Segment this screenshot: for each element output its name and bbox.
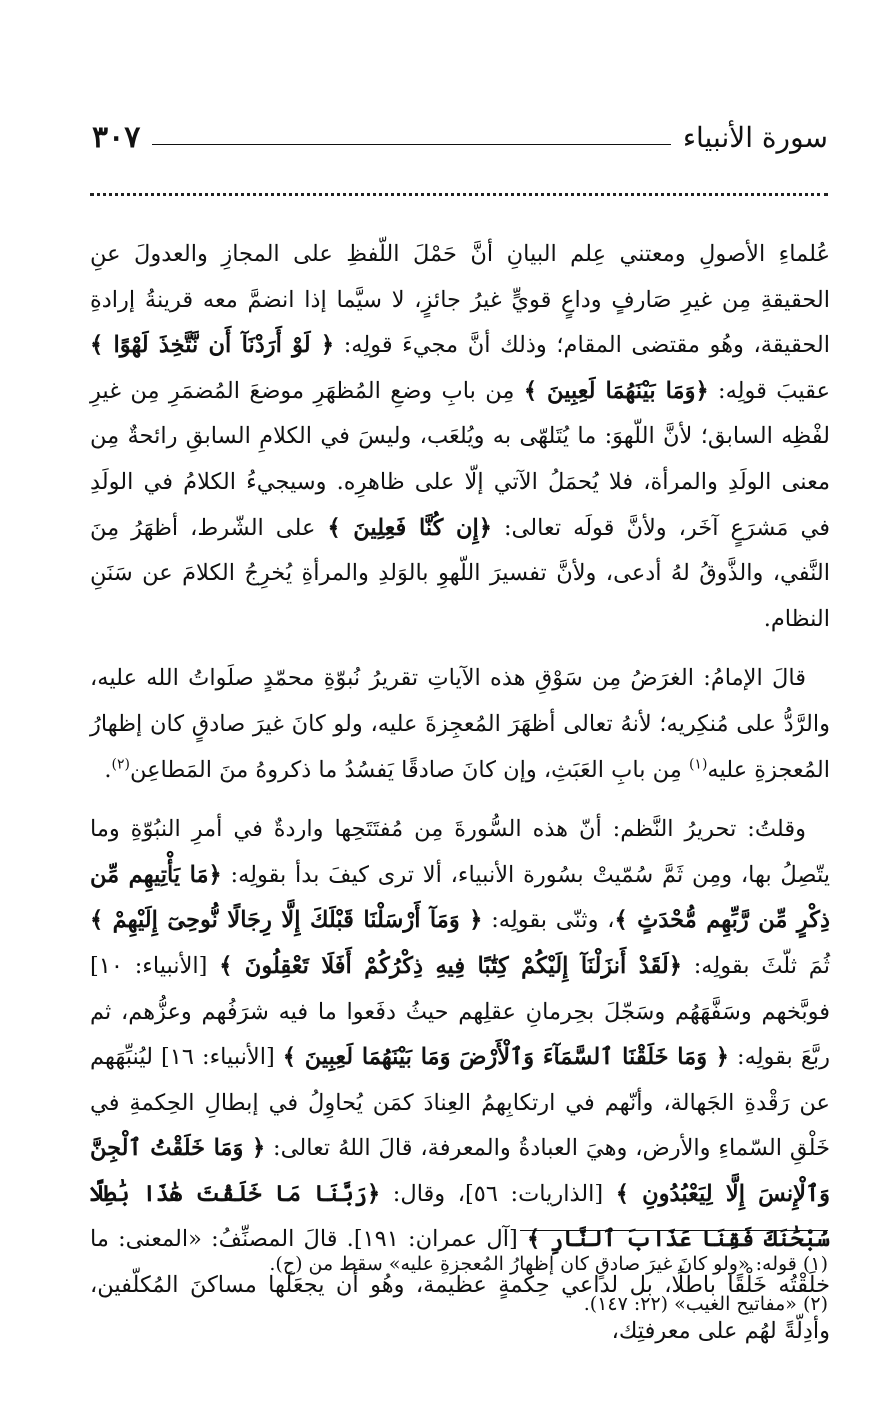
text-segment: مِن بابِ العَبَثِ، وإن كانَ صادقًا يَفسُدُ ما ذكروهُ منَ المَطاعِن bbox=[129, 756, 689, 783]
header-rule bbox=[152, 144, 671, 145]
surah-title: سورة الأنبياء bbox=[682, 120, 828, 154]
quran-verse: ﴿وَمَا بَيْنَهُمَا لَعِبِينَ ﴾ bbox=[523, 377, 709, 404]
footnote-2: (٢) «مفاتيح الغيب» (٢٢: ١٤٧). bbox=[583, 1293, 828, 1315]
paragraph-2 bbox=[90, 656, 830, 793]
quran-verse: ﴿ وَمَآ أَرْسَلْنَا قَبْلَكَ إِلَّا رِجَالًا نُّوحِىٓ إِلَيْهِمْ ﴾ bbox=[90, 907, 483, 934]
quran-verse: ﴿لَقَدْ أَنزَلْنَآ إِلَيْكُمْ كِتَٰبًا فِيهِ ذِكْرُكُمْ أَفَلَا تَعْقِلُونَ ﴾ bbox=[219, 952, 682, 979]
text-segment: عقيبَ قولِه: bbox=[708, 377, 830, 404]
footnote-reference: (٢) bbox=[111, 756, 130, 773]
quran-verse: ﴿ لَوْ أَرَدْنَآ أَن نَّتَّخِذَ لَهْوًا ﴾ bbox=[90, 332, 335, 359]
text-segment: [الأنبياء: ١٦] ليُنبِّهَهم عن رَقْدةِ الجَهالة، وأنّهم في ارتكابِهمُ العِنادَ كمَن يُحاوِلُ في إبطالِ الحِكمةِ في خَلْقِ السّماءِ والأرض، وهيَ العبادةُ والمعرفة، قالَ اللهُ تعالى: bbox=[90, 1044, 831, 1162]
footnote-reference: (١) bbox=[688, 756, 708, 773]
paragraph-1 bbox=[90, 232, 830, 642]
text-segment: ثُمَ ثلّثَ بقولِه: bbox=[681, 952, 831, 979]
text-segment: قالَ الإمامُ: الغرَضُ مِن سَوْقِ هذه الآياتِ تقريرُ نُبوّةِ محمّدٍ صلَواتُ الله عليه، والرَّدُّ على مُنكِريه؛ لأنهُ تعالى أظهَرَ المُعجِزةَ عليه، ولو كانَ غيرَ صادقٍ كان إظهارُ المُعجزةِ عليه bbox=[90, 665, 830, 783]
text-segment: مِن بابِ وضعِ المُظهَرِ موضعَ المُضمَرِ مِن غيرِ لفْظِه السابق؛ لأنَّ اللّهوَ: ما يُتَلهّى به ويُلعَب، وليسَ في الكلامِ السابقِ رائحةٌ مِن معنى الولَدِ والمرأة، فلا يُحمَلُ الآتي إلّا على ظاهرِه. وسيجيءُ الكلامُ في الولَدِ في مَشرَعٍ آخَر، ولأنَّ قولَه تعالى: bbox=[90, 377, 830, 541]
footnotes bbox=[90, 1244, 828, 1324]
text-segment: [آل عمران: ١٩١]. قالَ المصنِّفُ: «المعنى: ما خلَقْتُه خَلْقًا باطلًا، بل لداعي حِكمةٍ عظيمة، وهُو أن يجعَلَها مساكنَ المُكلّفين، وأدِلّةً لهُم على معرفتِك، bbox=[90, 1226, 830, 1344]
running-header bbox=[92, 112, 828, 162]
text-segment: . bbox=[104, 756, 112, 783]
main-text bbox=[90, 232, 830, 1354]
dotted-divider bbox=[90, 193, 828, 196]
text-segment: ، وثنّى بقولِه: bbox=[482, 907, 615, 934]
text-segment: عُلماءِ الأصولِ ومعتني عِلم البيانِ أنَّ حَمْلَ اللّفظِ على المجازِ والعدولَ عنِ الحقيقةِ مِن غيرِ صَارفٍ وداعٍ قويٍّ غيرُ جائزٍ، لا سيَّما إذا انضمَّ معه قرينةُ إرادةِ الحقيقة، وهُو مقتضى المقام؛ وذلك أنَّ مجيءَ قولِه: bbox=[90, 241, 830, 359]
quran-verse: ﴿رَبَّنَا مَا خَلَقْتَ هَٰذَا بَٰطِلًا سُبْحَٰنَكَ فَقِنَا عَذَابَ ٱلنَّارِ ﴾ bbox=[90, 1180, 830, 1253]
footnote-separator bbox=[520, 1230, 828, 1231]
quran-verse: ﴿ وَمَا خَلَقْنَا ٱلسَّمَآءَ وَٱلْأَرْضَ وَمَا بَيْنَهُمَا لَعِبِينَ ﴾ bbox=[282, 1044, 729, 1071]
text-segment: [الأنبياء: ١٠] فوبَّخهم وسَفَّهَهُم وسَجّلَ بحِرمانِ عقلِهم حيثُ دفَعوا ما فيه شرَفُهم وعزُّهم، ثم ربَّعَ بقولِه: bbox=[90, 952, 830, 1071]
quran-verse: ﴿ وَمَا خَلَقْتُ ٱلْجِنَّ وَٱلْإِنسَ إِلَّا لِيَعْبُدُونِ ﴾ bbox=[90, 1135, 831, 1207]
quran-verse: ﴿إِن كُنَّا فَعِلِينَ ﴾ bbox=[327, 514, 492, 541]
text-segment: على الشّرط، أظهَرُ مِنَ النَّفي، والذَّوقُ لهُ أدعى، ولأنَّ تفسيرَ اللّهوِ بالوَلدِ والمرأةِ يُخرِجُ الكلامَ عن سَنَنِ النظام. bbox=[90, 514, 830, 632]
page-number: ٣٠٧ bbox=[92, 119, 141, 155]
quran-verse: ﴿مَا يَأْتِيهِم مِّن ذِكْرٍ مِّن رَّبِّهِم مُّحْدَثٍ ﴾ bbox=[90, 861, 831, 934]
footnote-1: (١) قوله: «ولو كانَ غيرَ صادقٍ كان إظهارُ المُعجزةِ عليه» سقط من (ح). bbox=[269, 1253, 828, 1275]
text-segment: [الذاريات: ٥٦]، وقال: bbox=[380, 1180, 616, 1207]
text-segment: وقلتُ: تحريرُ النَّظم: أنّ هذه السُّورةَ مِن مُفتَتَحِها واردةٌ في أمرِ النبُوّةِ وما يتّصِلُ بها، ومِن ثَمَّ سُمّيتْ بسُورة الأنبياء، ألا ترى كيفَ بدأ بقولِه: bbox=[90, 816, 830, 888]
